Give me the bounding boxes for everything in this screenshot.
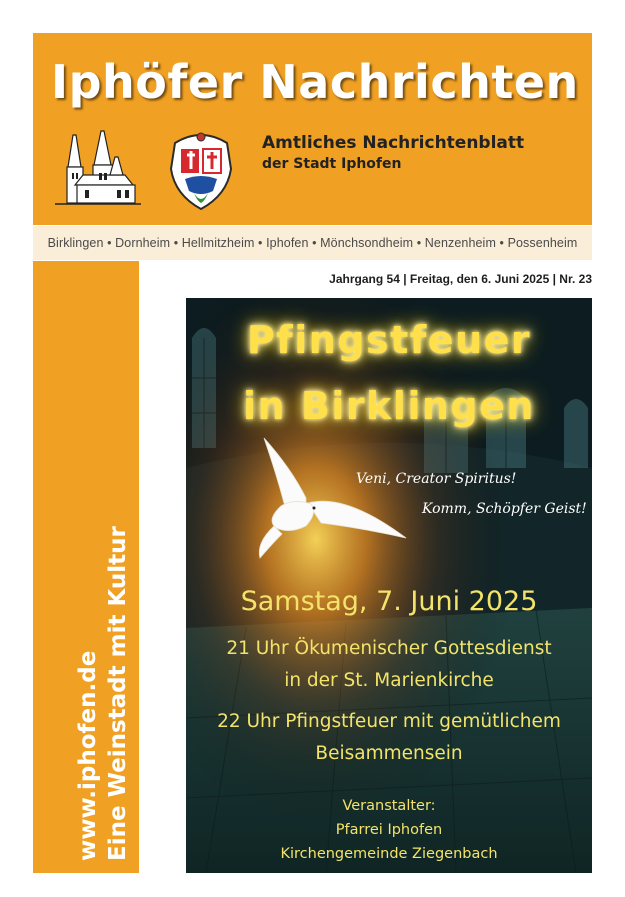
event2-line2: Beisammensein xyxy=(315,743,463,764)
organizer-1: Pfarrei Iphofen xyxy=(335,822,443,838)
event1-line2: in der St. Marienkirche xyxy=(284,670,494,691)
city-label: der Stadt Iphofen xyxy=(262,156,402,172)
website-link[interactable]: www.iphofen.de xyxy=(75,650,101,861)
church-illustration-icon xyxy=(55,127,141,209)
german-hymn: Komm, Schöpfer Geist! xyxy=(422,501,587,517)
newspaper-title: Iphöfer Nachrichten xyxy=(51,55,579,109)
towns-bar: Birklingen • Dornheim • Hellmitzheim • Iphofen • Mönchsondheim • Nenzenheim • Possenheim xyxy=(33,226,592,260)
latin-hymn: Veni, Creator Spiritus! xyxy=(356,471,517,487)
event-date: Samstag, 7. Juni 2025 xyxy=(240,586,538,617)
organizer-2: Kirchengemeinde Ziegenbach xyxy=(280,846,498,862)
slogan: Eine Weinstadt mit Kultur xyxy=(105,526,131,861)
event1-line1: 21 Uhr Ökumenischer Gottesdienst xyxy=(226,638,552,659)
masthead xyxy=(33,33,592,225)
event2-line1: 22 Uhr Pfingstfeuer mit gemütlichem xyxy=(217,711,561,732)
issue-info: Jahrgang 54 | Freitag, den 6. Juni 2025 | Nr. 23 xyxy=(329,272,592,286)
sidebar xyxy=(33,261,139,873)
event-poster xyxy=(186,298,592,873)
official-gazette-label: Amtliches Nachrichtenblatt xyxy=(262,133,525,153)
poster-title-line2: in Birklingen xyxy=(243,384,535,428)
organizer-label: Veranstalter: xyxy=(342,798,436,814)
city-crest-icon xyxy=(161,129,241,213)
poster-title-line1: Pfingstfeuer xyxy=(246,318,532,362)
